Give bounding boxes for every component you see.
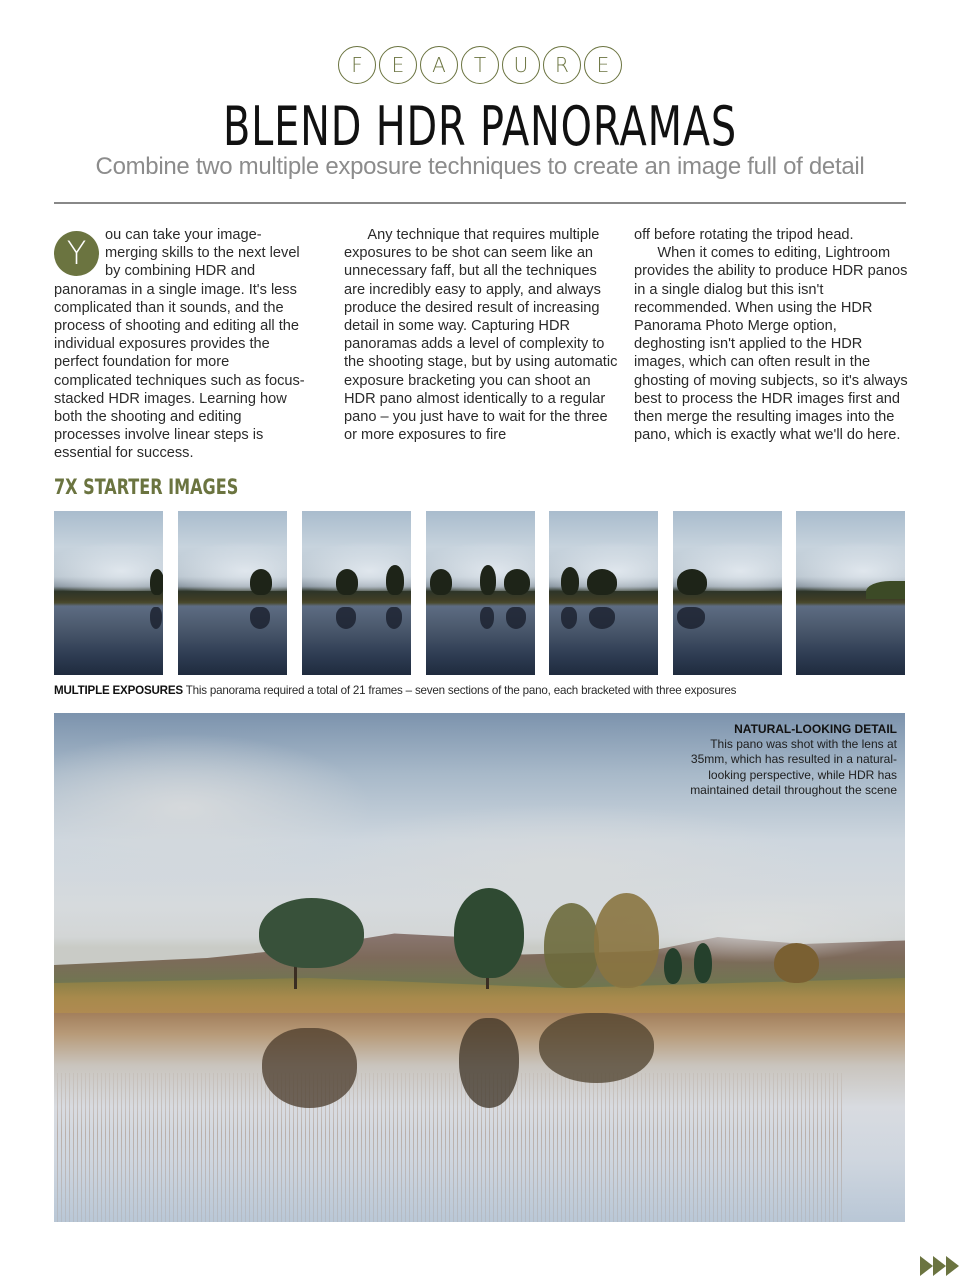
feature-letter: A (420, 46, 458, 84)
feature-letter: R (543, 46, 581, 84)
body-column-2 (344, 226, 620, 444)
feature-letter: E (584, 46, 622, 84)
feature-letter: T (461, 46, 499, 84)
header-divider (54, 202, 906, 204)
section-heading-starter-images: 7X STARTER IMAGES (54, 475, 239, 499)
panorama-caption-title: NATURAL-LOOKING DETAIL (734, 722, 897, 736)
body-paragraph: off before rotating the tripod head. (634, 227, 854, 243)
page-title: BLEND HDR PANORAMAS (223, 95, 737, 158)
chevron-right-icon (946, 1256, 959, 1276)
dropcap: Y (54, 231, 99, 276)
caption-text: This panorama required a total of 21 frames – seven sections of the pano, each bracketed with three exposures (182, 684, 737, 697)
feature-letter: F (338, 46, 376, 84)
starter-images-caption (54, 684, 914, 697)
starter-image-5 (549, 511, 658, 675)
feature-letter: E (379, 46, 417, 84)
starter-image-3 (302, 511, 411, 675)
triple-chevron-right-icon[interactable] (920, 1256, 959, 1276)
panorama-caption (677, 722, 897, 798)
caption-label: MULTIPLE EXPOSURES (54, 684, 183, 697)
starter-image-1 (54, 511, 163, 675)
body-column-1 (54, 226, 310, 463)
chevron-right-icon (920, 1256, 933, 1276)
body-column-3 (634, 226, 910, 444)
intro-paragraph: ou can take your image-merging skills to the next level by combining HDR and panoramas in a single image. It's less complicated than it sounds, and the process of shooting and editing all the individual exposures provides the perfect foundation for more complicated techniques such as focus-stacked HDR images. Learning how both the shooting and editing processes involve linear steps is essential for success. (54, 227, 305, 462)
panorama-caption-text: This pano was shot with the lens at 35mm, which has resulted in a natural-looking perspective, while HDR has maintained detail throughout the scene (690, 737, 897, 797)
page-subtitle: Combine two multiple exposure techniques to create an image full of detail (95, 153, 865, 180)
body-paragraph: Any technique that requires multiple exposures to be shot can seem like an unnecessary faff, but all the techniques are incredibly easy to apply, and always produce the desired result of increasing detail in some way. Capturing HDR panoramas adds a level of complexity to the shooting stage, but by using automatic exposure bracketing you can shoot an HDR pano almost identically to a regular pano – you just have to wait for the three or more exposures to fire (344, 227, 618, 444)
starter-image-7 (796, 511, 905, 675)
chevron-right-icon (933, 1256, 946, 1276)
body-paragraph: When it comes to editing, Lightroom provides the ability to produce HDR panos in a single dialog but this isn't recommended. When using the HDR Panorama Photo Merge option, deghosting isn't applied to the HDR images, which can often result in the ghosting of moving subjects, so it's always best to process the HDR images first and then merge the resulting images into the pano, which is exactly what we'll do here. (634, 245, 908, 444)
feature-letter: U (502, 46, 540, 84)
feature-kicker (0, 46, 960, 84)
starter-image-6 (673, 511, 782, 675)
starter-image-4 (426, 511, 535, 675)
starter-image-2 (178, 511, 287, 675)
